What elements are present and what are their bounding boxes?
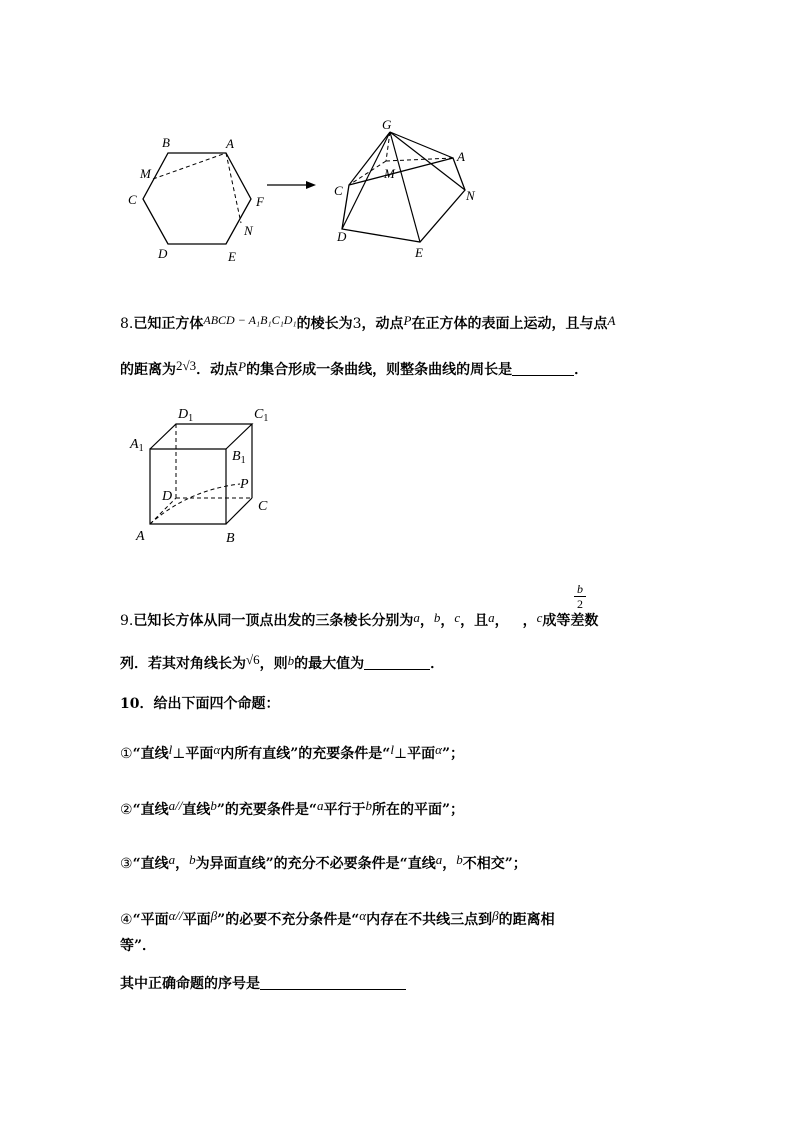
hex-label-M: M: [140, 166, 151, 181]
q10-item-1-text-4: 平面: [407, 746, 436, 762]
q9-var-c-2: c: [536, 610, 543, 625]
q10-item-4-parallel: //: [175, 908, 183, 923]
q9-text-6: 的最大值为: [294, 656, 365, 672]
q9-diagonal: √6: [246, 652, 260, 667]
q9-comma-1: ，: [419, 613, 434, 629]
q10-item-2-var-b-2: b: [365, 798, 372, 813]
dashed-line-MA: [153, 153, 226, 179]
pyr-label-E: E: [415, 245, 423, 260]
q10-heading: [120, 694, 279, 714]
q9-fraction-numerator: b: [577, 582, 583, 596]
q9-text-5: ，则: [259, 656, 288, 672]
q9-var-b-2: b: [287, 653, 295, 668]
cube-label-D: D: [162, 489, 173, 504]
pyr-label-M: M: [384, 166, 395, 181]
q10-item-2-mark: ②: [120, 802, 133, 818]
q10-item-2-text-3: ”的充要条件是“: [216, 802, 317, 818]
q8-point-P: P: [403, 313, 412, 328]
q10-item-1-var-l: l: [168, 742, 173, 757]
cube-label-A: A: [136, 529, 145, 544]
q10-item-2-text-1: “直线: [132, 802, 169, 818]
q9-var-a-2: a: [488, 610, 495, 625]
q8-number: 8.: [120, 316, 134, 332]
dashed-line-AN: [226, 153, 241, 223]
cube-figure: [128, 400, 288, 550]
q10-item-2-var-a-2: a: [316, 798, 324, 813]
q8-text-7: 的集合形成一条曲线，则整条曲线的周长是: [246, 362, 513, 378]
q10-item-4-text-6: 等”．: [120, 938, 157, 954]
q8-cube-name: ABCD − A₁B₁C₁D₁: [203, 313, 297, 327]
q10-item-1-text-5: ”；: [441, 746, 465, 762]
q9-text-4: 列．若其对角线长为: [120, 656, 246, 672]
q10-item-3-text-2: 为异面直线”的充分不必要条件是“直线: [195, 856, 436, 872]
q10-item-2: [120, 796, 464, 820]
q8-text-4: 在正方体的表面上运动，且与点: [411, 316, 608, 332]
edge-GD: [342, 132, 390, 229]
q10-item-3-text-1: “直线: [132, 856, 169, 872]
q10-item-4-text-5: 的距离相: [498, 912, 555, 928]
q10-item-4-line1: [120, 906, 555, 930]
q10-item-3-mark: ③: [120, 856, 133, 872]
q9-comma-3: ，: [494, 613, 509, 629]
q10-item-2-text-2: 直线: [182, 802, 211, 818]
pyr-label-G: G: [382, 120, 392, 132]
edge-GE: [390, 132, 420, 242]
hex-label-B: B: [162, 135, 170, 150]
q10-item-1-perp-2: ⊥: [393, 746, 408, 762]
q9-line1: [120, 608, 598, 631]
q10-item-3-var-a: a: [168, 852, 176, 867]
q10-item-2-text-4: 平行于: [323, 802, 366, 818]
hex-label-A: A: [226, 136, 234, 151]
cube-top-edges: [150, 424, 252, 449]
q10-item-3-comma-2: ，: [442, 856, 457, 872]
q9-text-3: 成等差数: [542, 613, 599, 629]
arrow-head: [306, 181, 316, 189]
q8-answer-blank[interactable]: [512, 361, 574, 376]
cube-label-P: P: [240, 477, 249, 492]
q10-item-4-text-4: 内存在不共线三点到: [366, 912, 493, 928]
q9-number: 9.: [120, 613, 134, 629]
q9-comma-2: ，: [440, 613, 455, 629]
hex-label-N: N: [244, 223, 253, 238]
q9-text-2: ，且: [460, 613, 489, 629]
q10-item-3: [120, 850, 527, 874]
cube-label-B: B: [226, 531, 235, 546]
edge-GA: [390, 132, 453, 158]
q10-answer-blank[interactable]: [260, 975, 406, 990]
q9-answer-blank[interactable]: [364, 655, 430, 670]
pyr-label-N: N: [466, 188, 475, 203]
hexagon: [143, 153, 251, 244]
q10-item-1-var-l-2: l: [390, 742, 394, 757]
q10-item-3-var-b-2: b: [456, 852, 463, 867]
q10-final-text: 其中正确命题的序号是: [120, 976, 260, 992]
q10-head-text: 10．给出下面四个命题：: [120, 696, 280, 712]
q9-text-1: 已知长方体从同一顶点出发的三条棱长分别为: [133, 613, 414, 629]
q10-item-1-perp: ⊥: [172, 746, 186, 762]
q9-text-7: ．: [430, 656, 445, 672]
hex-label-F: F: [256, 194, 264, 209]
cube-label-A1: $A_1$: [130, 437, 144, 454]
q10-item-1-alpha: α: [213, 742, 221, 757]
q10-item-4-beta: β: [210, 908, 218, 923]
q10-item-4-mark: ④: [120, 912, 133, 928]
q9-line2: [120, 650, 444, 674]
q10-item-1-text-3: 内所有直线”的充要条件是“: [220, 746, 391, 762]
q10-item-4-line2: [120, 936, 156, 956]
q8-point-P-2: P: [238, 359, 247, 374]
cube-edge-CB: [226, 498, 252, 524]
q9-var-a: a: [413, 610, 420, 625]
pyr-label-C: C: [334, 183, 343, 198]
pyr-label-D: D: [337, 229, 347, 244]
pyr-label-A: A: [457, 149, 465, 164]
q10-item-1-text-1: “直线: [132, 746, 169, 762]
hex-label-C: C: [128, 192, 137, 207]
q10-item-1-text-2: 平面: [185, 746, 214, 762]
q9-fraction-denominator: 2: [574, 596, 586, 611]
q9-var-c: c: [454, 610, 461, 625]
dashed-MC: [349, 161, 386, 185]
q8-text-2: 的棱长为: [296, 316, 353, 332]
q10-item-4-text-2: 平面: [182, 912, 211, 928]
folding-figure: [120, 120, 500, 270]
cube-label-C: C: [258, 499, 268, 514]
q10-item-2-var-b: b: [210, 798, 217, 813]
q10-item-1-alpha-2: α: [435, 742, 442, 757]
q8-edge-length: 3: [352, 316, 362, 332]
q8-text-8: ．: [574, 362, 589, 378]
q10-item-3-text-3: 不相交”；: [462, 856, 527, 872]
hex-label-E: E: [228, 249, 236, 264]
q10-item-4-text-1: “平面: [132, 912, 169, 928]
cube-label-B1: $B_1$: [232, 449, 246, 466]
q10-item-4-alpha-2: α: [359, 908, 367, 923]
q8-distance: 2√3: [176, 358, 197, 373]
cube-label-D1: $D_1$: [178, 407, 194, 424]
q10-item-3-var-a-2: a: [435, 852, 443, 867]
q10-item-2-parallel: //: [175, 798, 183, 813]
q10-item-2-text-5: 所在的平面”；: [371, 802, 465, 818]
q9-fraction: [574, 582, 586, 611]
q10-final: [120, 974, 406, 994]
q8-text-5: 的距离为: [120, 362, 176, 378]
q8-text-6: ．动点: [196, 362, 239, 378]
q10-item-4-alpha: α: [168, 908, 176, 923]
q10-item-1: [120, 740, 464, 764]
q8-text-1: 已知正方体: [133, 316, 204, 332]
q10-item-4-text-3: ”的必要不充分条件是“: [217, 912, 360, 928]
q8-text-3: ，动点: [361, 316, 404, 332]
q10-item-3-var-b: b: [189, 852, 196, 867]
cube-label-C1: $C_1$: [254, 407, 269, 424]
q10-item-4-beta-2: β: [492, 908, 499, 923]
q10-item-3-comma: ，: [175, 856, 190, 872]
q9-comma-4: ，: [522, 613, 537, 629]
q8-point-A: A: [607, 313, 616, 328]
hex-label-D: D: [158, 246, 168, 261]
q10-item-2-var-a: a: [168, 798, 176, 813]
q8-line2: [120, 356, 588, 380]
q9-var-b: b: [433, 610, 441, 625]
q8-line1: [120, 310, 615, 334]
q10-item-1-mark: ①: [120, 746, 133, 762]
